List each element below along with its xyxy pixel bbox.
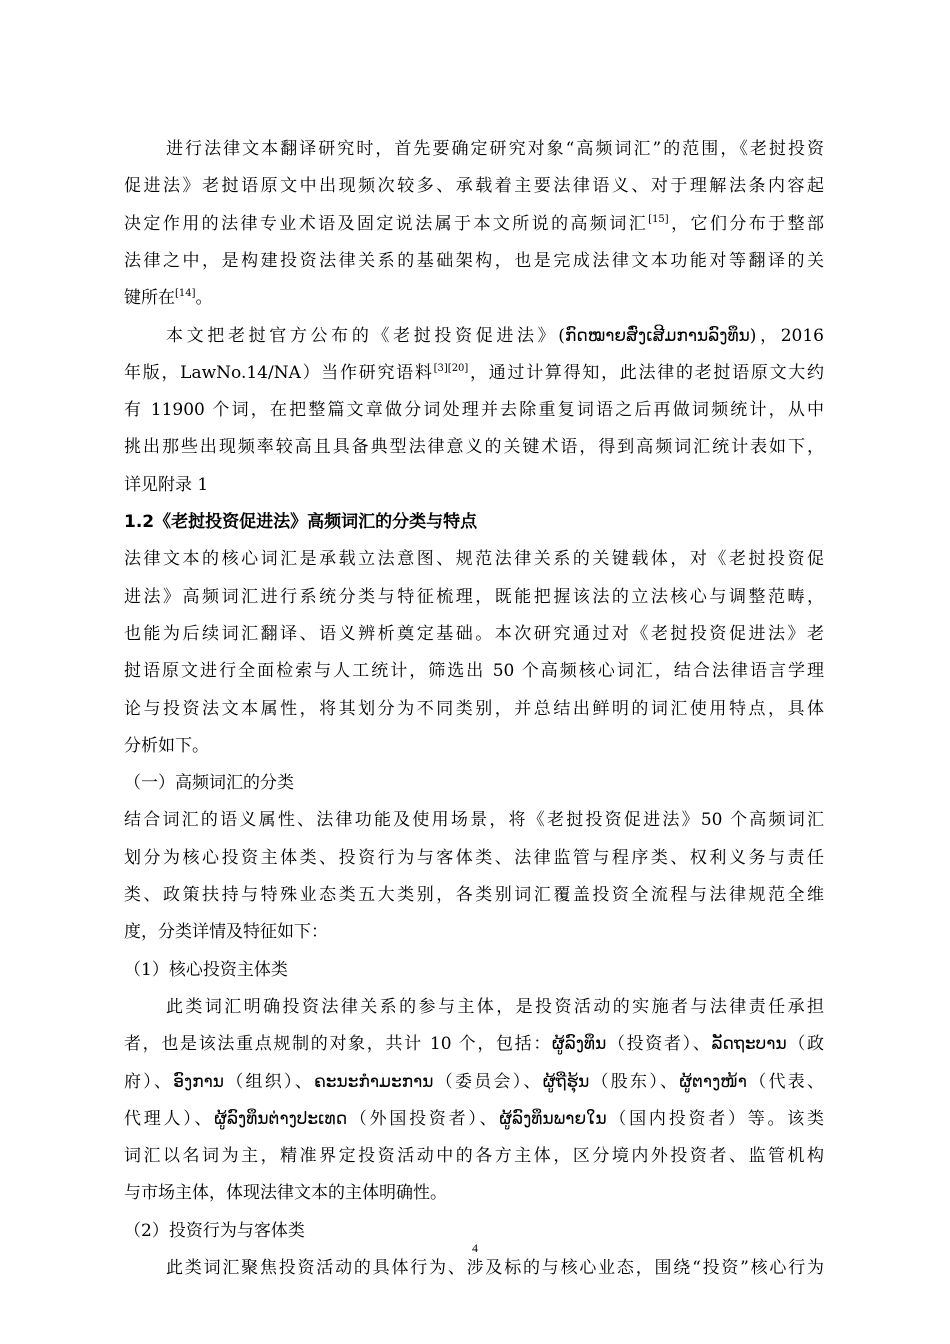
text-line xyxy=(166,318,824,355)
text-line xyxy=(124,243,824,280)
citation-ref: [3][20] xyxy=(433,362,469,374)
text-line xyxy=(124,728,209,765)
line-text: 度，分类详情及特征如下： xyxy=(124,922,328,943)
line-text: 府）、ອົງການ（组织）、ຄະນະກຳມະການ（委员会）、ຜູ້ຖືຮຸ້ນ（股东）、ຜູ້ຕາງໜ້າ（代表、 xyxy=(124,1071,824,1092)
section-heading xyxy=(124,504,477,541)
text-line xyxy=(124,691,824,728)
text-line xyxy=(124,616,824,653)
text-line xyxy=(124,1026,824,1063)
text-line xyxy=(124,280,213,317)
text-line xyxy=(124,168,824,205)
line-text: 词汇以名词为主，精准界定投资活动中的各方主体，区分境内外投资者、监管机构 xyxy=(124,1146,824,1167)
text-line xyxy=(124,429,824,466)
line-text-continued: ，它们分布于整部 xyxy=(668,213,825,234)
text-line xyxy=(124,206,824,243)
text-line xyxy=(124,1064,824,1101)
text-line xyxy=(166,989,824,1026)
text-line xyxy=(124,355,824,392)
line-text: （2）投资行为与客体类 xyxy=(124,1220,305,1241)
line-text: 代理人）、ຜູ້ລົງທຶນຕ່າງປະເທດ（外国投资者）、ຜູ້ລົງທຶນພາຍໃນ（国内投资者）等。该类 xyxy=(124,1108,824,1129)
text-line xyxy=(124,765,294,802)
text-line xyxy=(124,1101,824,1138)
text-line xyxy=(124,877,824,914)
line-text: 结合词汇的语义属性、法律功能及使用场景，将《老挝投资促进法》50 个高频词汇 xyxy=(124,810,824,831)
text-line xyxy=(124,802,824,839)
citation-ref: [14] xyxy=(175,288,196,300)
text-line xyxy=(124,840,824,877)
text-line xyxy=(124,653,824,690)
text-line xyxy=(124,1175,447,1212)
line-text-continued: ，通过计算得知，此法律的老挝语原文大约 xyxy=(468,362,825,383)
line-text: 挝语原文进行全面检索与人工统计，筛选出 50 个高频核心词汇，结合法律语言学理 xyxy=(124,661,824,682)
line-text: 划分为核心投资主体类、投资行为与客体类、法律监管与程序类、权利义务与责任 xyxy=(124,847,824,868)
text-line xyxy=(124,467,208,504)
page-number: 4 xyxy=(472,1241,478,1255)
line-text: （1）核心投资主体类 xyxy=(124,959,288,980)
line-text: 也能为后续词汇翻译、语义辨析奠定基础。本次研究通过对《老挝投资促进法》老 xyxy=(124,623,824,644)
line-text: 论与投资法文本属性，将其划分为不同类别，并总结出鲜明的词汇使用特点，具体 xyxy=(124,698,824,719)
line-text-continued: 。 xyxy=(195,288,213,309)
line-text: 法律之中，是构建投资法律关系的基础架构，也是完成法律文本功能对等翻译的关 xyxy=(124,250,824,271)
line-text: 与市场主体，体现法律文本的主体明确性。 xyxy=(124,1183,447,1204)
line-text: 此类词汇聚焦投资活动的具体行为、涉及标的与核心业态，围绕“投资”核心行为 xyxy=(166,1258,824,1278)
line-text: 进行法律文本翻译研究时，首先要确定研究对象“高频词汇”的范围，《老挝投资 xyxy=(166,139,824,159)
line-text: 1.2《老挝投资促进法》高频词汇的分类与特点 xyxy=(124,512,478,532)
line-text: 类、政策扶持与特殊业态类五大类别，各类别词汇覆盖投资全流程与法律规范全维 xyxy=(124,885,824,905)
line-text: 年版，LawNo.14/NA）当作研究语料 xyxy=(124,362,434,383)
text-line xyxy=(124,392,824,429)
line-text: 进法》高频词汇进行系统分类与特征梳理，既能把握该法的立法核心与调整范畴， xyxy=(124,586,824,607)
line-text: 法律文本的核心词汇是承载立法意图、规范法律关系的关键载体，对《老挝投资促 xyxy=(124,549,824,570)
line-text: 有 11900 个词，在把整篇文章做分词处理并去除重复词语之后再做词频统计，从中 xyxy=(124,400,824,421)
line-text: 者，也是该法重点规制的对象，共计 10 个，包括：ຜູ້ລົງທຶນ（投资者）、ລັດຖະບານ（政 xyxy=(124,1034,824,1055)
text-line xyxy=(166,131,824,168)
line-text: 详见附录 1 xyxy=(124,474,209,495)
line-text: 本文把老挝官方公布的《老挝投资促进法》(ກົດໝາຍສົ່ງເສີມການລົງທຶນ)，2016 xyxy=(166,325,824,346)
citation-ref: [15] xyxy=(648,213,669,225)
line-text: 此类词汇明确投资法律关系的参与主体，是投资活动的实施者与法律责任承担 xyxy=(166,996,824,1017)
line-text: 挑出那些出现频率较高且具备典型法律意义的关键术语，得到高频词汇统计表如下， xyxy=(124,437,824,458)
line-text: （一）高频词汇的分类 xyxy=(124,773,294,794)
text-line xyxy=(124,541,824,578)
line-text: 决定作用的法律专业术语及固定说法属于本文所说的高频词汇 xyxy=(124,213,649,234)
line-text: 分析如下。 xyxy=(124,735,209,756)
line-text: 促进法》老挝语原文中出现频次较多、承载着主要法律语义、对于理解法条内容起 xyxy=(124,176,824,197)
text-line xyxy=(124,952,288,989)
text-line xyxy=(124,579,824,616)
text-line xyxy=(124,1138,824,1175)
line-text: 键所在 xyxy=(124,288,175,309)
text-line xyxy=(124,914,328,951)
